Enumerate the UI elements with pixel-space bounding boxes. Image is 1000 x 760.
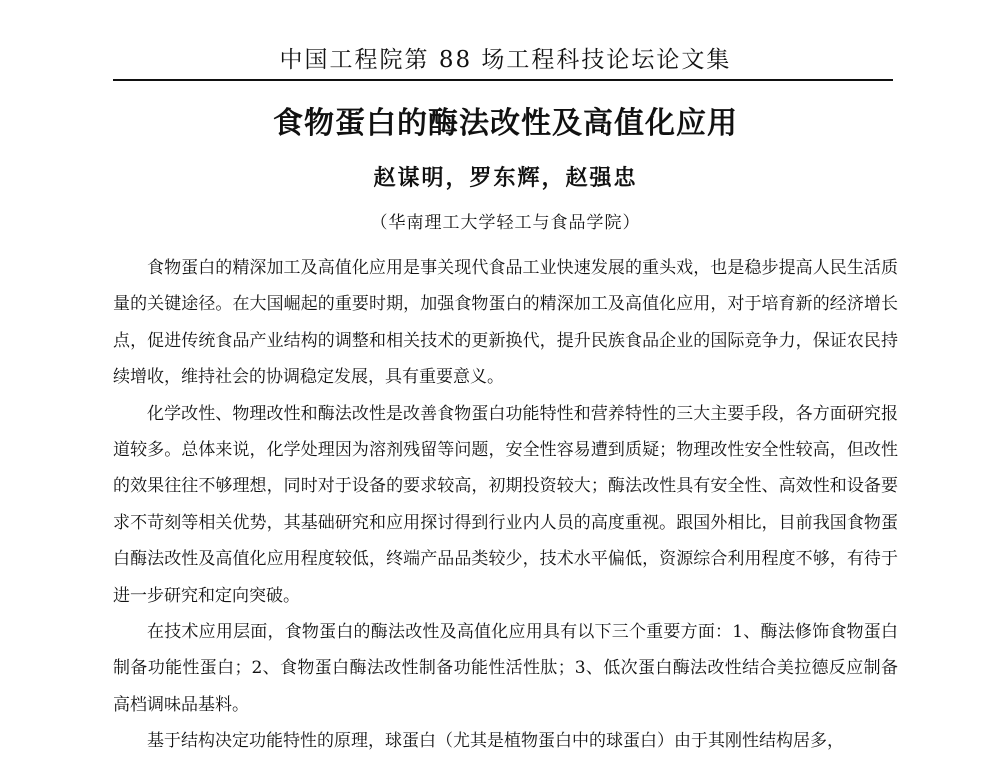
paragraph-intro: 食物蛋白的精深加工及高值化应用是事关现代食品工业快速发展的重头戏，也是稳步提高人民生活质量的关键途径。在大国崛起的重要时期，加强食物蛋白的精深加工及高值化应用，对于培育新的经济增长点，促进传统食品产业结构的调整和相关技术的更新换代，提升民族食品企业的国际竞争力，保证农民持续增收，维持社会的协调稳定发展，具有重要意义。 xyxy=(113,258,898,388)
paragraph-applications: 在技术应用层面，食物蛋白的酶法改性及高值化应用具有以下三个重要方面：1、酶法修饰食物蛋白制备功能性蛋白；2、食物蛋白酶法改性制备功能性活性肽；3、低次蛋白酶法改性结合美拉德反应制备高档调味品基料。 xyxy=(113,622,898,715)
body-text xyxy=(113,250,898,760)
paragraph-globulin: 基于结构决定功能特性的原理，球蛋白（尤其是植物蛋白中的球蛋白）由于其刚性结构居多， xyxy=(147,731,844,752)
header-rule xyxy=(113,79,893,81)
paragraph-modification-methods: 化学改性、物理改性和酶法改性是改善食物蛋白功能特性和营养特性的三大主要手段，各方面研究报道较多。总体来说，化学处理因为溶剂残留等问题，安全性容易遭到质疑；物理改性安全性较高，但改性的效果往往不够理想，同时对于设备的要求较高，初期投资较大；酶法改性具有安全性、高效性和设备要求不苛刻等相关优势，其基础研究和应用探讨得到行业内人员的高度重视。跟国外相比，目前我国食物蛋白酶法改性及高值化应用程度较低，终端产品品类较少，技术水平偏低，资源综合利用程度不够，有待于进一步研究和定向突破。 xyxy=(113,403,898,606)
running-header: 中国工程院第 88 场工程科技论坛论文集 xyxy=(279,47,732,73)
paper-title: 食物蛋白的酶法改性及高值化应用 xyxy=(273,106,738,141)
author-list: 赵谋明，罗东辉，赵强忠 xyxy=(373,165,638,191)
affiliation: （华南理工大学轻工与食品学院） xyxy=(370,213,641,233)
